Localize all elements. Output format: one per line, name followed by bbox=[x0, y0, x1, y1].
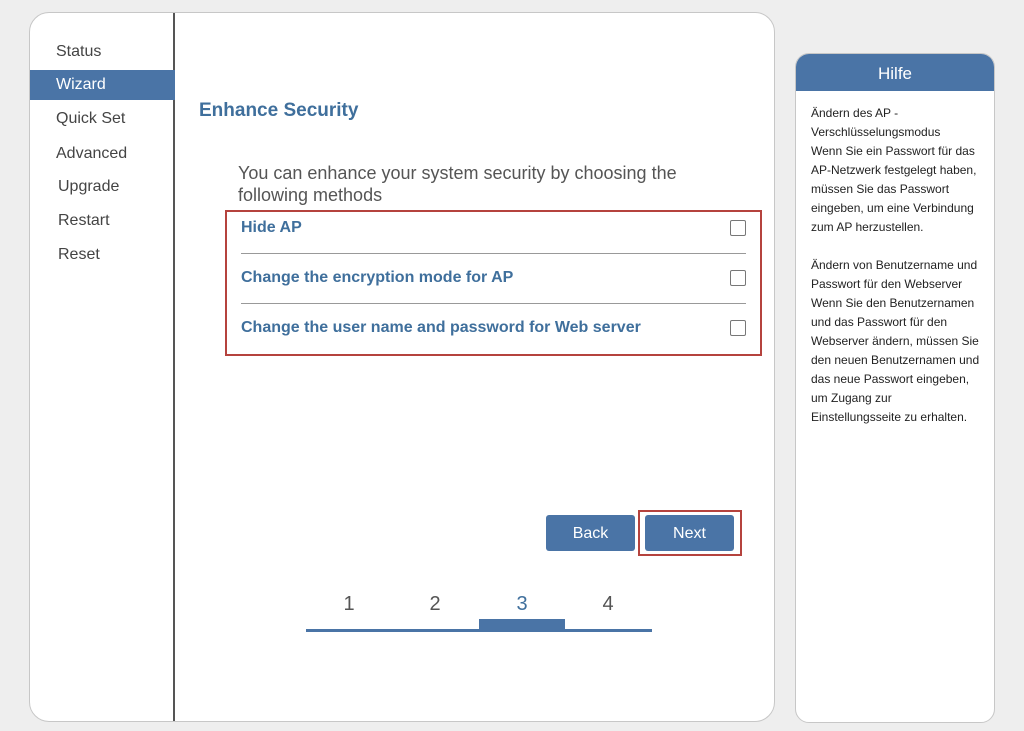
help-section-encryption bbox=[811, 104, 980, 237]
step-active-marker bbox=[479, 619, 565, 632]
sidebar-item-label: Quick Set bbox=[56, 110, 126, 127]
help-panel bbox=[795, 53, 995, 723]
page-title: Enhance Security bbox=[199, 100, 359, 121]
sidebar-item-label: Reset bbox=[58, 246, 100, 263]
help-title: Hilfe bbox=[796, 54, 994, 91]
intro-text: You can enhance your system security by choosing the following methods bbox=[238, 163, 677, 205]
sidebar-item-wizard[interactable] bbox=[30, 70, 175, 100]
option-hide-ap[interactable] bbox=[241, 212, 746, 248]
sidebar-item-label: Status bbox=[56, 43, 102, 60]
sidebar-item-advanced[interactable] bbox=[30, 139, 175, 169]
help-text: Wenn Sie ein Passwort für das AP-Netzwerk festgelegt haben, müssen Sie das Passwort eingeben, um eine Verbindung zum AP herzustellen. bbox=[811, 144, 977, 234]
help-section-web-credentials bbox=[811, 256, 980, 427]
option-web-credentials[interactable] bbox=[241, 312, 746, 348]
web-credentials-checkbox[interactable] bbox=[730, 320, 746, 336]
step-2: 2 bbox=[429, 593, 441, 615]
option-label: Change the encryption mode for AP bbox=[241, 269, 514, 286]
back-button[interactable]: Back bbox=[546, 515, 635, 551]
option-divider bbox=[241, 303, 746, 304]
sidebar-nav bbox=[30, 13, 175, 721]
hide-ap-checkbox[interactable] bbox=[730, 220, 746, 236]
help-heading: Ändern des AP - Verschlüsselungsmodus bbox=[811, 106, 941, 139]
sidebar-item-restart[interactable] bbox=[30, 206, 175, 236]
sidebar-item-status[interactable] bbox=[30, 37, 175, 67]
step-4: 4 bbox=[602, 593, 614, 615]
wizard-content bbox=[175, 13, 774, 721]
option-label: Hide AP bbox=[241, 219, 302, 236]
help-text: Wenn Sie den Benutzernamen und das Passwort für den Webserver ändern, müssen Sie den neuen Benutzernamen und das neue Passwort eingeben, um Zugang zur Einstellungsseite zu erhalten. bbox=[811, 296, 980, 424]
security-options-group bbox=[225, 210, 762, 356]
sidebar-item-quick-set[interactable] bbox=[30, 104, 175, 134]
help-heading: Ändern von Benutzername und Passwort für den Webserver bbox=[811, 258, 978, 291]
option-label: Change the user name and password for Web server bbox=[241, 319, 641, 336]
sidebar-item-label: Wizard bbox=[56, 76, 106, 93]
step-1: 1 bbox=[343, 593, 355, 615]
step-3-current: 3 bbox=[516, 593, 528, 615]
sidebar-item-reset[interactable] bbox=[30, 240, 175, 270]
sidebar-item-upgrade[interactable] bbox=[30, 172, 175, 202]
next-button[interactable]: Next bbox=[645, 515, 734, 551]
sidebar-item-label: Restart bbox=[58, 212, 110, 229]
sidebar-item-label: Upgrade bbox=[58, 178, 120, 195]
sidebar-item-label: Advanced bbox=[56, 145, 128, 162]
wizard-panel bbox=[29, 12, 775, 722]
option-encryption-mode[interactable] bbox=[241, 262, 746, 298]
help-body bbox=[796, 91, 994, 427]
option-divider bbox=[241, 253, 746, 254]
encryption-mode-checkbox[interactable] bbox=[730, 270, 746, 286]
step-indicator bbox=[306, 593, 652, 633]
